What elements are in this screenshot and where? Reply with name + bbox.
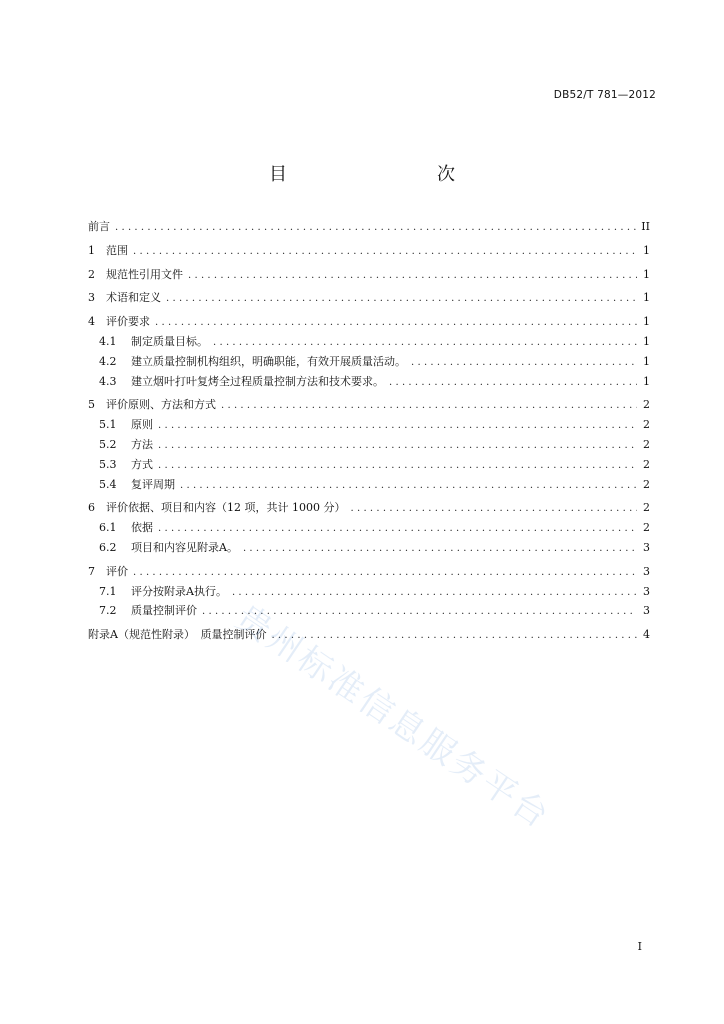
toc-entry[interactable] (88, 353, 650, 373)
toc-entry-page: 3 (643, 584, 650, 598)
toc-dot-leader (133, 246, 637, 257)
toc-entry-page: 2 (643, 437, 650, 451)
toc-entry[interactable] (88, 539, 650, 559)
toc-entry-label: 评分按附录A执行。 (131, 584, 227, 598)
toc-dot-leader (221, 400, 637, 411)
toc-entry-label: 术语和定义 (106, 291, 161, 305)
toc-entry[interactable] (88, 242, 650, 262)
toc-dot-leader (411, 357, 637, 368)
table-of-contents (88, 218, 650, 646)
toc-dot-leader (213, 337, 637, 348)
toc-entry[interactable] (88, 563, 650, 583)
toc-entry-number: 5.2 (99, 437, 117, 451)
toc-entry-label: 范围 (106, 243, 128, 257)
toc-entry[interactable] (88, 602, 650, 622)
toc-entry-page: 1 (643, 354, 650, 368)
toc-entry[interactable] (88, 333, 650, 353)
toc-entry-number: 5.4 (99, 477, 117, 491)
toc-entry-number: 4 (88, 315, 95, 329)
toc-dot-leader (243, 543, 637, 554)
toc-entry-number: 4.2 (99, 354, 117, 368)
toc-entry-label: 原则 (131, 418, 153, 432)
toc-entry[interactable] (88, 289, 650, 309)
toc-entry[interactable] (88, 456, 650, 476)
toc-entry-label: 项目和内容见附录A。 (131, 540, 238, 554)
toc-entry-page: 2 (643, 398, 650, 412)
toc-entry-label: 复评周期 (131, 477, 175, 491)
toc-entry-number: 3 (88, 291, 95, 305)
toc-entry-label: 建立烟叶打叶复烤全过程质量控制方法和技术要求。 (131, 374, 384, 388)
toc-entry[interactable] (88, 626, 650, 646)
watermark: 贵州标准信息服务平台 (228, 597, 558, 838)
toc-entry-page: 2 (643, 418, 650, 432)
toc-dot-leader (115, 222, 637, 233)
toc-entry-page: 2 (643, 477, 650, 491)
toc-entry[interactable] (88, 313, 650, 333)
footer-page-number: I (637, 940, 642, 953)
toc-dot-leader (180, 480, 637, 491)
toc-entry-page: 1 (643, 374, 650, 388)
toc-dot-leader (158, 523, 637, 534)
toc-entry[interactable] (88, 396, 650, 416)
toc-dot-leader (155, 317, 637, 328)
toc-entry-page: 1 (643, 291, 650, 305)
toc-entry-page: 1 (643, 334, 650, 348)
toc-entry-page: 3 (643, 604, 650, 618)
toc-dot-leader (232, 587, 637, 598)
toc-entry-label: 制定质量目标。 (131, 334, 208, 348)
toc-entry[interactable] (88, 266, 650, 286)
toc-entry-label: 规范性引用文件 (106, 267, 183, 281)
toc-entry-page: 1 (643, 315, 650, 329)
toc-entry-number: 5.1 (99, 418, 117, 432)
toc-dot-leader (188, 270, 637, 281)
toc-entry-number: 4.1 (99, 334, 117, 348)
page-title: 目 次 (269, 164, 493, 185)
toc-entry-page: II (641, 220, 650, 233)
toc-entry-label: 前言 (88, 220, 110, 233)
toc-entry-label: 评价 (106, 564, 128, 578)
toc-entry-label: 评价原则、方法和方式 (106, 398, 216, 412)
toc-entry-label: 质量控制评价 (131, 604, 197, 618)
toc-entry-number: 7 (88, 564, 95, 578)
toc-entry-page: 2 (643, 457, 650, 471)
toc-entry-number: 6.1 (99, 521, 117, 535)
toc-dot-leader (158, 460, 637, 471)
toc-entry-number: 6 (88, 501, 95, 515)
toc-entry[interactable] (88, 499, 650, 519)
toc-entry-label: 方法 (131, 437, 153, 451)
toc-entry-page: 1 (643, 267, 650, 281)
toc-entry-label: 建立质量控制机构组织，明确职能，有效开展质量活动。 (131, 354, 406, 368)
toc-dot-leader (350, 503, 637, 514)
toc-entry-number: 4.3 (99, 374, 117, 388)
toc-dot-leader (166, 293, 637, 304)
toc-entry-number: 7.2 (99, 604, 117, 618)
toc-entry-page: 4 (643, 628, 650, 642)
toc-entry-label: 评价要求 (106, 315, 150, 329)
toc-entry-page: 1 (643, 243, 650, 257)
toc-dot-leader (158, 420, 637, 431)
toc-entry[interactable] (88, 416, 650, 436)
toc-entry-label: 附录A（规范性附录） 质量控制评价 (88, 628, 267, 642)
toc-dot-leader (133, 567, 637, 578)
toc-entry[interactable] (88, 373, 650, 393)
toc-entry[interactable] (88, 476, 650, 496)
toc-dot-leader (158, 440, 637, 451)
toc-entry[interactable] (88, 218, 650, 238)
toc-entry-number: 2 (88, 267, 95, 281)
toc-entry-page: 2 (643, 521, 650, 535)
toc-entry-page: 2 (643, 501, 650, 515)
toc-entry-number: 5.3 (99, 457, 117, 471)
toc-entry[interactable] (88, 519, 650, 539)
toc-entry-label: 依据 (131, 521, 153, 535)
toc-entry[interactable] (88, 583, 650, 603)
toc-entry-number: 1 (88, 243, 95, 257)
toc-entry-page: 3 (643, 564, 650, 578)
toc-entry-number: 7.1 (99, 584, 117, 598)
toc-dot-leader (389, 377, 637, 388)
toc-entry-label: 方式 (131, 457, 153, 471)
toc-entry-number: 6.2 (99, 540, 117, 554)
toc-entry-page: 3 (643, 540, 650, 554)
toc-entry-number: 5 (88, 398, 95, 412)
toc-entry[interactable] (88, 436, 650, 456)
document-code: DB52/T 781—2012 (553, 89, 656, 101)
toc-entry-label: 评价依据、项目和内容（12 项，共计 1000 分） (106, 501, 346, 515)
